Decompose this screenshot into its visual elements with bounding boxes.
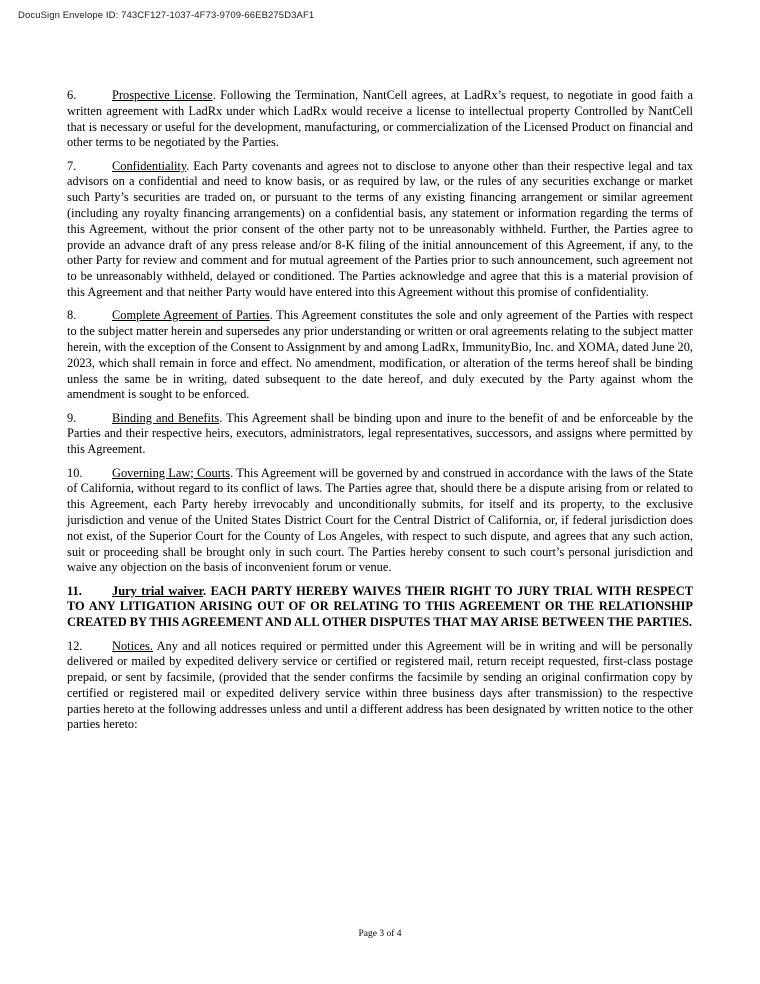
section-governing-law bbox=[67, 466, 693, 577]
section-text: . This Agreement constitutes the sole and only agreement of the Parties with respect to the subject matter herein and supersedes any prior understanding or written or oral agreements relating to the subject matter herein, with the exception of the Consent to Assignment by and among LadRx, ImmunityBio, Inc. and XOMA, dated June 20, 2023, which shall remain in force and effect. No amendment, modification, or alteration of the terms hereof shall be binding unless the same be in writing, dated subsequent to the date hereof, and duly executed by the Party against whom the amendment is sought to be enforced. bbox=[67, 308, 694, 402]
section-heading: Binding and Benefits bbox=[112, 410, 220, 425]
section-heading: Notices. bbox=[112, 638, 153, 653]
section-number: 10. bbox=[67, 465, 83, 480]
section-number: 8. bbox=[67, 308, 77, 323]
section-heading: Confidentiality bbox=[112, 158, 187, 173]
section-text: . Following the Termination, NantCell agrees, at LadRx’s request, to negotiate in good faith a written agreement with LadRx under which LadRx would receive a license to intellectual property Controlled by NantCell that is necessary or useful for the development, manufacturing, or commercialization of the Licensed Product on financial and other terms to be negotiated by the Parties. bbox=[67, 88, 693, 150]
section-heading: Jury trial waiver bbox=[112, 583, 204, 598]
section-number: 9. bbox=[67, 410, 77, 425]
section-jury-trial-waiver bbox=[67, 584, 693, 631]
section-prospective-license bbox=[67, 88, 693, 151]
section-text: . EACH PARTY HEREBY WAIVES THEIR RIGHT TO JURY TRIAL WITH RESPECT TO ANY LITIGATION ARISING OUT OF OR RELATING TO THIS AGREEMENT OR THE RELATIONSHIP CREATED BY THIS AGREEMENT AND ALL OTHER DISPUTES THAT MAY ARISE BETWEEN THE PARTIES. bbox=[67, 583, 694, 630]
docusign-envelope-id: DocuSign Envelope ID: 743CF127-1037-4F73-9709-66EB275D3AF1 bbox=[18, 10, 315, 21]
section-number: 11. bbox=[67, 583, 82, 598]
section-heading: Complete Agreement of Parties bbox=[112, 308, 270, 323]
section-heading: Prospective License bbox=[112, 88, 213, 102]
section-text: . This Agreement will be governed by and construed in accordance with the laws of the State of California, without regard to its conflict of laws. The Parties agree that, should there be a dispute arising from or related to this Agreement, each Party hereby irrevocably and unconditionally submits, for itself and its property, to the exclusive jurisdiction and venue of the United States District Court for the Central District of California, or, if federal jurisdiction does not exist, of the Superior Court for the County of Los Angeles, with respect to such dispute, and agrees that any such action, suit or proceeding shall be brought only in such court. The Parties hereby consent to such court’s personal jurisdiction and waive any objection on the basis of inconvenient forum or venue. bbox=[67, 465, 693, 575]
section-number: 7. bbox=[67, 158, 77, 173]
section-binding-and-benefits bbox=[67, 411, 693, 458]
document-body bbox=[67, 88, 693, 741]
section-confidentiality bbox=[67, 159, 693, 301]
section-number: 12. bbox=[67, 638, 83, 653]
section-text: . This Agreement shall be binding upon and inure to the benefit of and be enforceable by the Parties and their respective heirs, executors, administrators, legal representatives, successors, and assigns where permitted by this Agreement. bbox=[67, 410, 693, 457]
section-heading: Governing Law; Courts bbox=[112, 465, 231, 480]
section-notices bbox=[67, 639, 693, 734]
section-number: 6. bbox=[67, 88, 77, 102]
section-complete-agreement bbox=[67, 308, 693, 403]
section-text: . Each Party covenants and agrees not to disclose to anyone other than their respective legal and tax advisors on a confidential and need to know basis, or as required by law, or the rules of any securities exchange or market such Party’s securities are traded on, or pursuant to the terms of any existing financing arrangement or similar agreement (including any royalty financing arrangements) on a confidential basis, any statement or information regarding the terms of this Agreement, without the prior consent of the other party not to be unreasonably withheld. Further, the Parties agree to provide an advance draft of any press release and/or 8-K filing of the initial announcement of this Agreement, if any, to the other Party for review and comment and for mutual agreement of the Parties prior to such announcement, such agreement not to be unreasonably withheld, delayed or conditioned. The Parties acknowledge and agree that this is a material provision of this Agreement and that neither Party would have entered into this Agreement without this promise of confidentiality. bbox=[67, 158, 693, 300]
section-text: Any and all notices required or permitted under this Agreement will be in writing and will be personally delivered or mailed by expedited delivery service or certified or registered mail, return receipt requested, first-class postage prepaid, or sent by facsimile, (provided that the sender confirms the facsimile by sending an original confirmation copy by certified or registered mail or expedited delivery service within three business days after transmission) to the respective parties hereto at the following addresses unless and until a different address has been designated by written notice to the other parties hereto: bbox=[67, 638, 693, 732]
page-number: Page 3 of 4 bbox=[358, 929, 402, 939]
